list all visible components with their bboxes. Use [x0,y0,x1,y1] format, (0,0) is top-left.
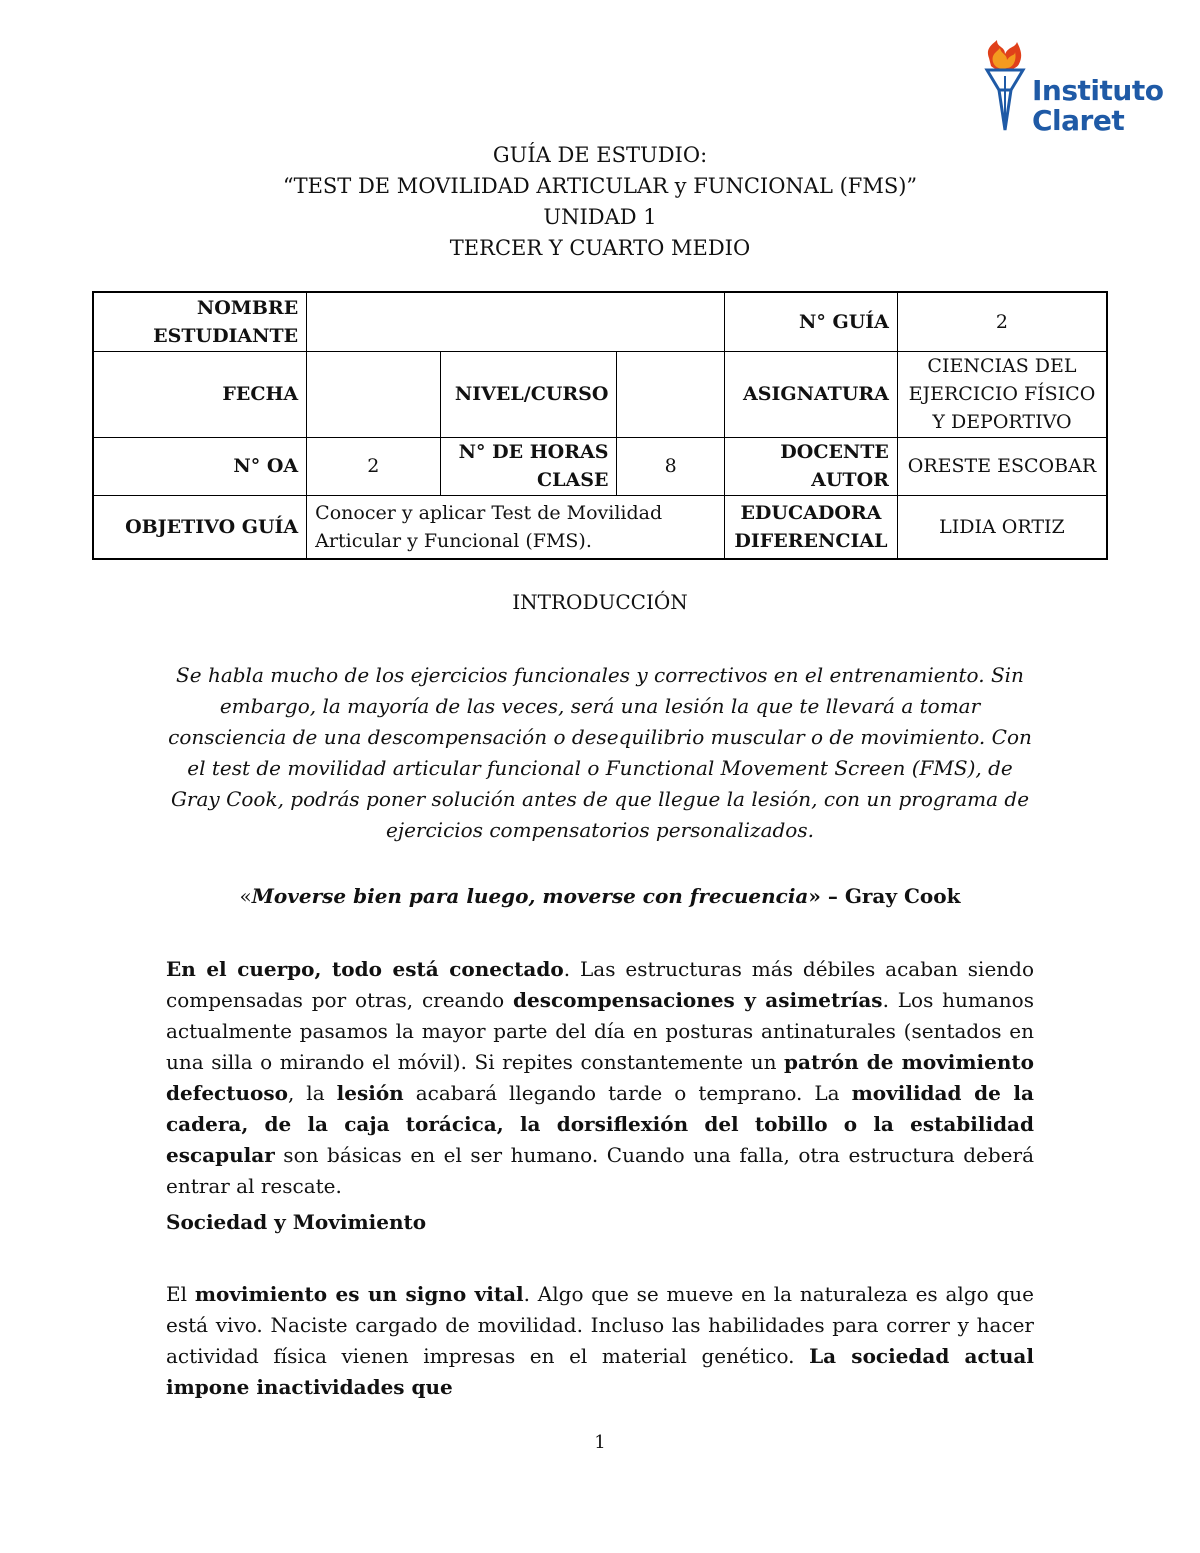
n-oa-label: N° OA [93,437,307,495]
quote-close: » – [808,884,845,908]
p1-span: . Las estructuras más débiles acaban siendo compensadas por otras, creando [166,957,1035,1012]
asignatura-value: CIENCIAS DEL EJERCICIO FÍSICO Y DEPORTIVO [897,351,1107,437]
intro-heading: INTRODUCCIÓN [512,590,688,614]
horas-label: N° DE HORAS CLASE [440,437,617,495]
nivel-value [617,351,725,437]
quote-text: Moverse bien para luego, moverse con frecuencia [251,884,809,908]
horas-value: 8 [617,437,725,495]
p1-span: En el cuerpo, todo está conectado [166,957,564,981]
docente-label: DOCENTE AUTOR [724,437,897,495]
docente-value: ORESTE ESCOBAR [897,437,1107,495]
p1-span: . Los humanos actualmente pasamos la mayor parte del día en posturas antinaturales (sentados en una silla o mirando el móvil). Si repites constantemente un [166,988,1034,1074]
objetivo-label: OBJETIVO GUÍA [93,495,307,559]
nivel-label: NIVEL/CURSO [440,351,617,437]
p1-span: , la [287,1081,337,1105]
logo-line-2: Claret [1032,104,1125,137]
title-line-2: “TEST DE MOVILIDAD ARTICULAR y FUNCIONAL (FMS)” [282,174,918,198]
quote [0,884,1200,908]
section-subheading: Sociedad y Movimiento [166,1210,427,1234]
p2-span: El [166,1282,195,1306]
logo-text [1032,76,1163,136]
p1-span: movilidad de la cadera, de la caja torácica, la dorsiflexión del tobillo o la estabilidad escapular [166,1081,1034,1167]
logo-line-1: Instituto [1032,74,1164,107]
table-row [93,292,1107,351]
p2-span: movimiento es un signo vital [194,1282,524,1306]
body-paragraph-2 [166,1279,1034,1403]
title-line-4: TERCER Y CUARTO MEDIO [449,236,751,260]
institute-logo [975,40,1185,135]
p1-span: descompensaciones y asimetrías [513,988,883,1012]
table-row [93,495,1107,559]
p1-span: son básicas en el ser humano. Cuando una falla, otra estructura deberá entrar al rescate. [166,1143,1034,1198]
intro-text: Se habla mucho de los ejercicios funcionales y correctivos en el entrenamiento. Sin embargo, la mayoría de las veces, será una lesión la que te llevará a tomar consciencia de una descompensación o desequilibrio muscular o de movimiento. Con el test de movilidad articular funcional o Functional Movement Screen (FMS), de Gray Cook, podrás poner solución antes de que llegue la lesión, con un programa de ejercicios compensatorios personalizados. [168,663,1032,842]
fecha-value [307,351,440,437]
page-number: 1 [594,1432,606,1453]
n-guia-value: 2 [897,292,1107,351]
table-row [93,351,1107,437]
p1-span: patrón de movimiento defectuoso [166,1050,1034,1105]
quote-open: « [239,884,252,908]
table-row [93,437,1107,495]
p1-span: lesión [336,1081,404,1105]
educadora-label: EDUCADORA DIFERENCIAL [724,495,897,559]
quote-author: Gray Cook [844,884,961,908]
nombre-label: NOMBRE ESTUDIANTE [93,292,307,351]
p2-span: La sociedad actual impone inactividades que [166,1344,1034,1399]
document-title [0,140,1200,264]
asignatura-label: ASIGNATURA [724,351,897,437]
p2-span: . Algo que se mueve en la naturaleza es algo que está vivo. Naciste cargado de movilidad. Incluso las habilidades para correr y hacer actividad física vienen impresas en el material genético. [166,1282,1034,1368]
objetivo-value: Conocer y aplicar Test de Movilidad Articular y Funcional (FMS). [307,495,725,559]
title-line-3: UNIDAD 1 [543,205,657,229]
torch-icon [975,40,1035,135]
fecha-label: FECHA [93,351,307,437]
nombre-value [307,292,725,351]
body-paragraph-1 [166,954,1034,1202]
educadora-value: LIDIA ORTIZ [897,495,1107,559]
p1-span: acabará llegando tarde o temprano. La [403,1081,852,1105]
title-line-1: GUÍA DE ESTUDIO: [492,143,708,167]
n-guia-label: N° GUÍA [724,292,897,351]
n-oa-value: 2 [307,437,440,495]
info-table [92,291,1108,560]
